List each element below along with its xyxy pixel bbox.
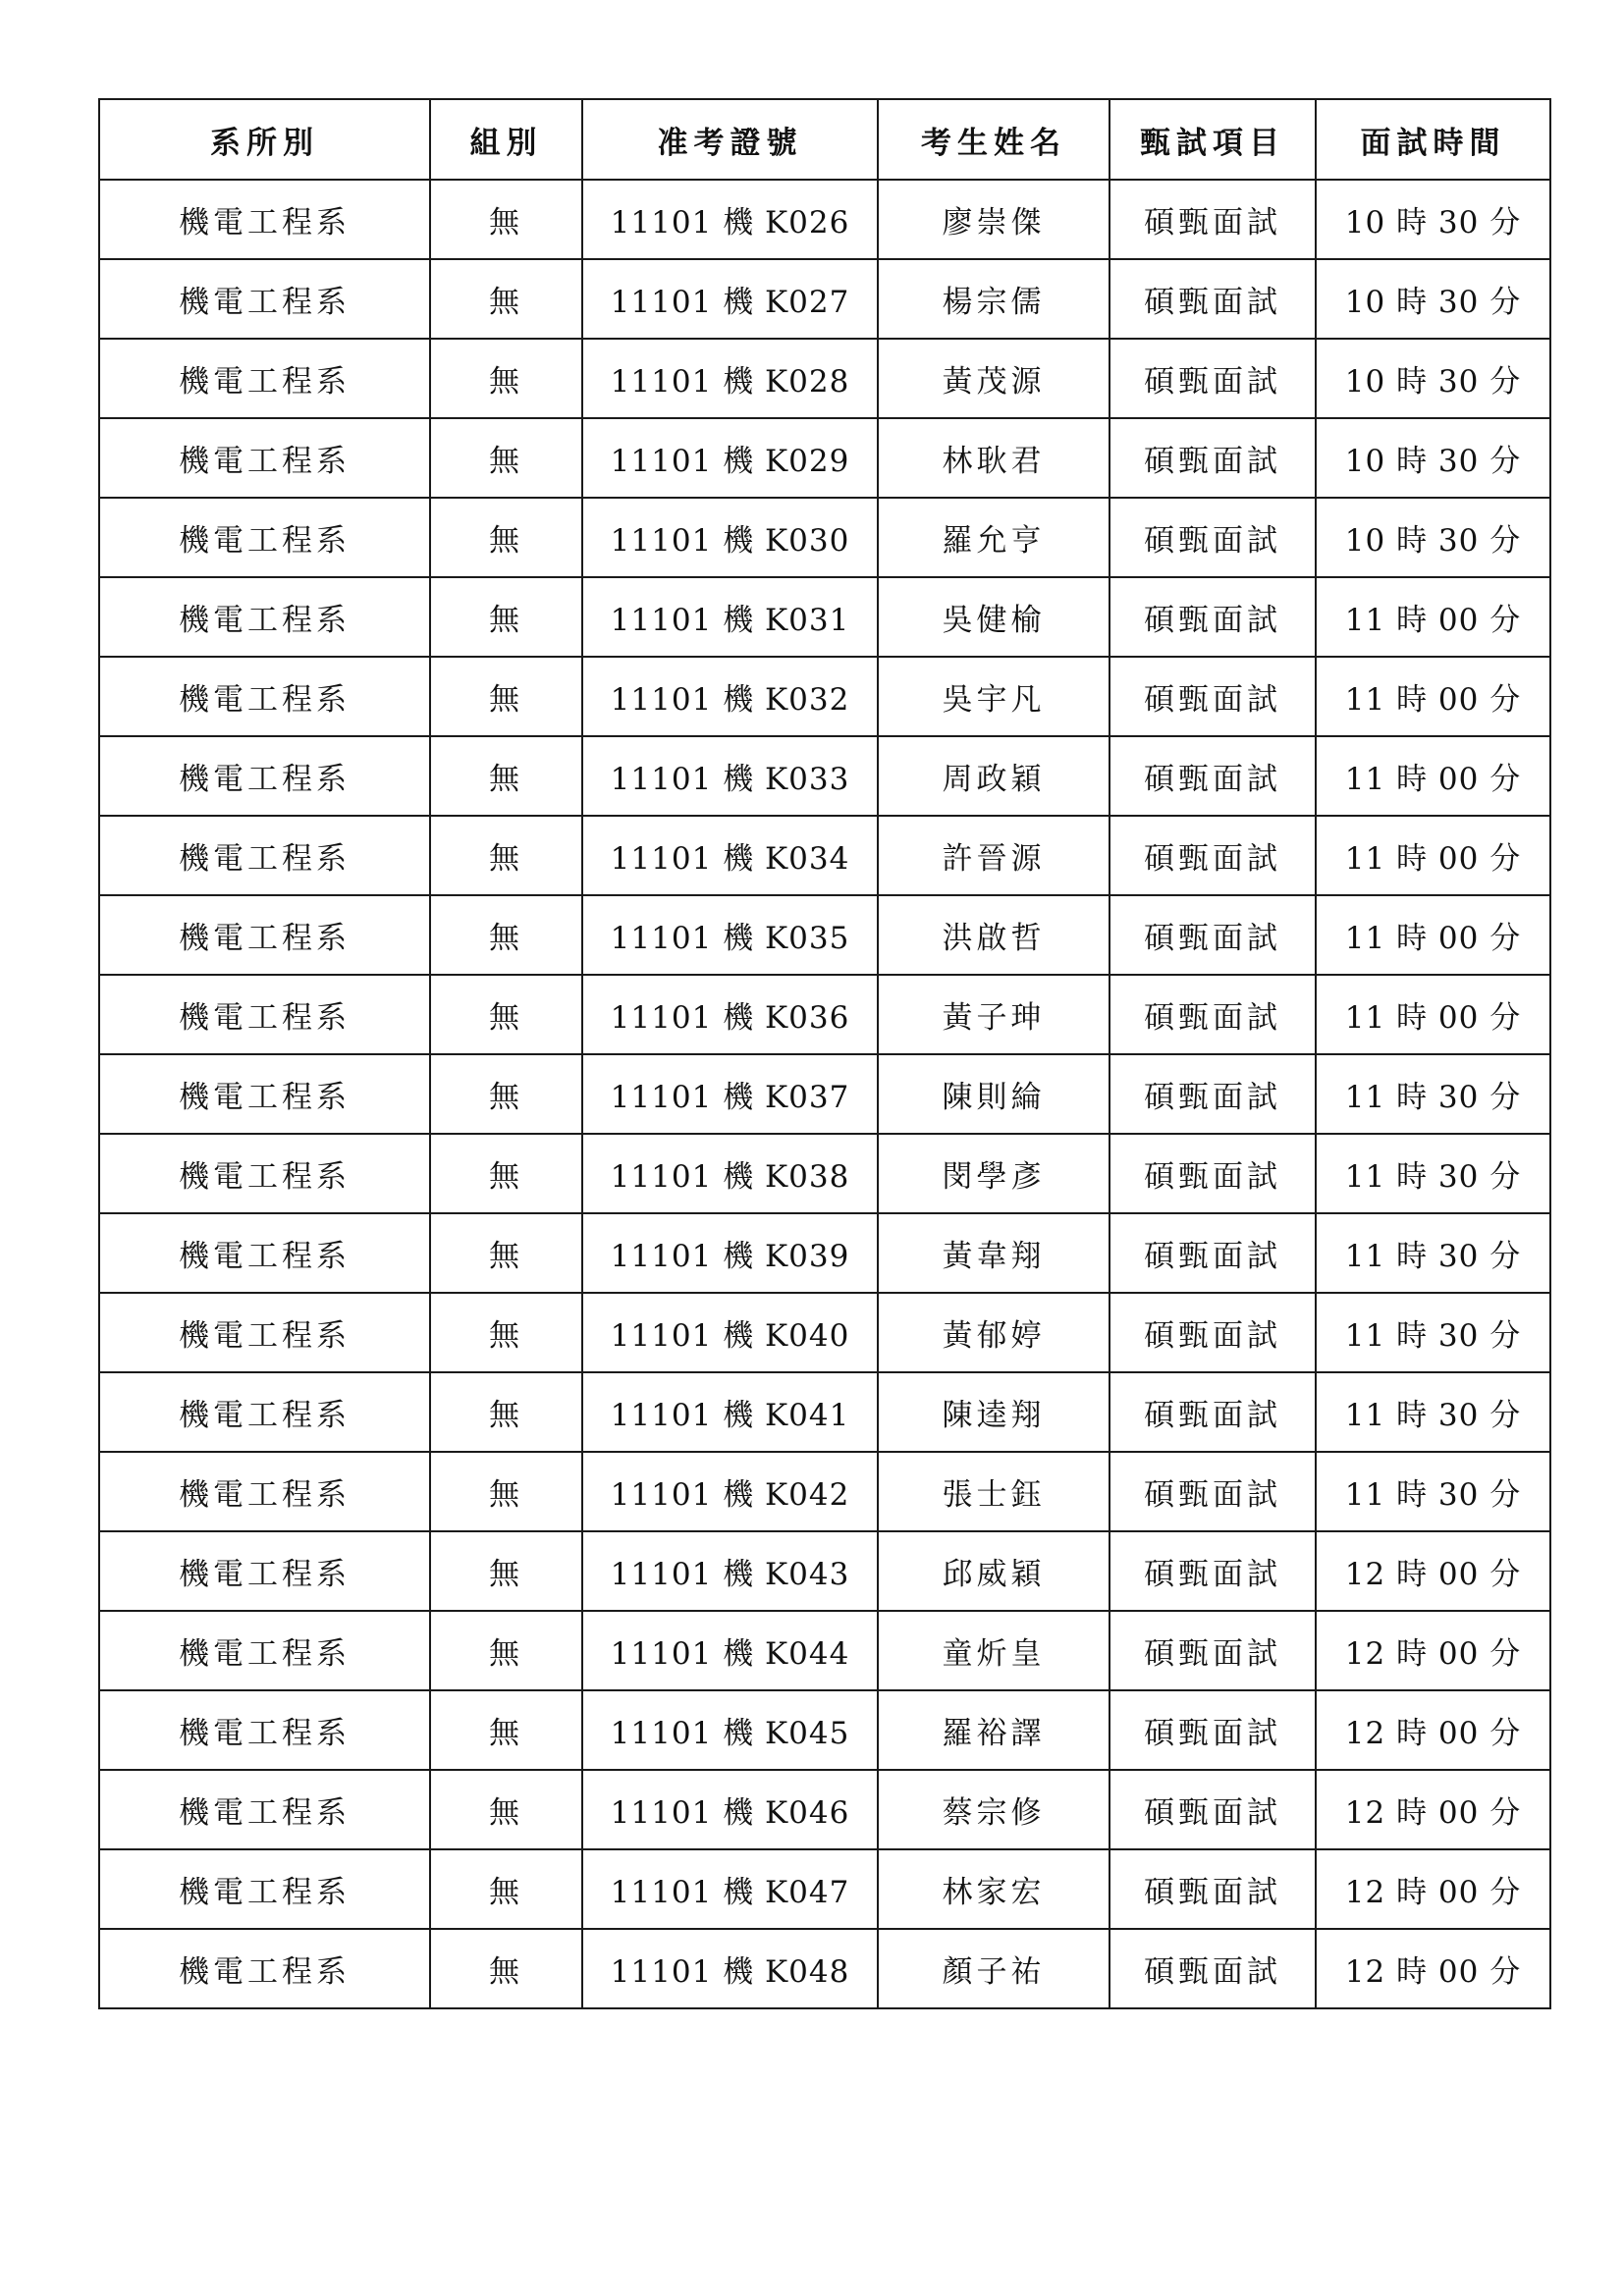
cell-group: 無 — [430, 1452, 582, 1531]
header-row — [99, 99, 1550, 180]
cell-candidate-name: 羅裕譯 — [878, 1690, 1110, 1770]
cell-group: 無 — [430, 1293, 582, 1372]
table-row — [99, 895, 1550, 975]
cell-exam-item: 碩甄面試 — [1110, 1690, 1316, 1770]
cell-candidate-name: 張士鈺 — [878, 1452, 1110, 1531]
cell-admission-number: 11101 機 K041 — [582, 1372, 878, 1452]
cell-department: 機電工程系 — [99, 259, 430, 339]
cell-candidate-name: 陳則綸 — [878, 1054, 1110, 1134]
cell-admission-number: 11101 機 K031 — [582, 577, 878, 657]
cell-candidate-name: 閔學彥 — [878, 1134, 1110, 1213]
cell-interview-time: 11 時 30 分 — [1316, 1452, 1550, 1531]
cell-department: 機電工程系 — [99, 816, 430, 895]
interview-schedule-table — [98, 98, 1551, 2009]
cell-admission-number: 11101 機 K037 — [582, 1054, 878, 1134]
cell-interview-time: 11 時 00 分 — [1316, 975, 1550, 1054]
cell-exam-item: 碩甄面試 — [1110, 1849, 1316, 1929]
cell-admission-number: 11101 機 K036 — [582, 975, 878, 1054]
cell-admission-number: 11101 機 K044 — [582, 1611, 878, 1690]
header-exam-item: 甄試項目 — [1110, 99, 1316, 180]
cell-group: 無 — [430, 339, 582, 418]
cell-exam-item: 碩甄面試 — [1110, 895, 1316, 975]
cell-admission-number: 11101 機 K042 — [582, 1452, 878, 1531]
cell-admission-number: 11101 機 K047 — [582, 1849, 878, 1929]
cell-department: 機電工程系 — [99, 895, 430, 975]
table-row — [99, 1293, 1550, 1372]
document-page — [98, 98, 1549, 2009]
cell-candidate-name: 蔡宗修 — [878, 1770, 1110, 1849]
cell-group: 無 — [430, 1054, 582, 1134]
cell-interview-time: 11 時 00 分 — [1316, 657, 1550, 736]
cell-department: 機電工程系 — [99, 577, 430, 657]
table-row — [99, 1213, 1550, 1293]
cell-exam-item: 碩甄面試 — [1110, 1611, 1316, 1690]
cell-admission-number: 11101 機 K027 — [582, 259, 878, 339]
cell-candidate-name: 廖崇傑 — [878, 180, 1110, 259]
cell-interview-time: 11 時 30 分 — [1316, 1134, 1550, 1213]
cell-admission-number: 11101 機 K038 — [582, 1134, 878, 1213]
table-body — [99, 180, 1550, 2008]
cell-candidate-name: 黃郁婷 — [878, 1293, 1110, 1372]
cell-exam-item: 碩甄面試 — [1110, 1531, 1316, 1611]
cell-group: 無 — [430, 1134, 582, 1213]
table-row — [99, 1134, 1550, 1213]
cell-department: 機電工程系 — [99, 1531, 430, 1611]
cell-interview-time: 12 時 00 分 — [1316, 1770, 1550, 1849]
cell-candidate-name: 林耿君 — [878, 418, 1110, 498]
cell-exam-item: 碩甄面試 — [1110, 1293, 1316, 1372]
cell-department: 機電工程系 — [99, 1054, 430, 1134]
cell-group: 無 — [430, 1213, 582, 1293]
cell-admission-number: 11101 機 K039 — [582, 1213, 878, 1293]
cell-exam-item: 碩甄面試 — [1110, 975, 1316, 1054]
cell-department: 機電工程系 — [99, 418, 430, 498]
cell-group: 無 — [430, 1690, 582, 1770]
cell-exam-item: 碩甄面試 — [1110, 259, 1316, 339]
cell-department: 機電工程系 — [99, 1770, 430, 1849]
header-candidate-name: 考生姓名 — [878, 99, 1110, 180]
cell-department: 機電工程系 — [99, 1690, 430, 1770]
cell-interview-time: 12 時 00 分 — [1316, 1531, 1550, 1611]
cell-interview-time: 10 時 30 分 — [1316, 180, 1550, 259]
cell-candidate-name: 顏子祐 — [878, 1929, 1110, 2008]
cell-admission-number: 11101 機 K032 — [582, 657, 878, 736]
cell-exam-item: 碩甄面試 — [1110, 657, 1316, 736]
cell-interview-time: 11 時 00 分 — [1316, 736, 1550, 816]
cell-department: 機電工程系 — [99, 1293, 430, 1372]
cell-admission-number: 11101 機 K035 — [582, 895, 878, 975]
cell-exam-item: 碩甄面試 — [1110, 1770, 1316, 1849]
cell-admission-number: 11101 機 K034 — [582, 816, 878, 895]
cell-candidate-name: 楊宗儒 — [878, 259, 1110, 339]
cell-admission-number: 11101 機 K030 — [582, 498, 878, 577]
cell-group: 無 — [430, 1611, 582, 1690]
cell-admission-number: 11101 機 K028 — [582, 339, 878, 418]
cell-candidate-name: 黃韋翔 — [878, 1213, 1110, 1293]
cell-group: 無 — [430, 1770, 582, 1849]
cell-group: 無 — [430, 1849, 582, 1929]
cell-interview-time: 12 時 00 分 — [1316, 1690, 1550, 1770]
cell-interview-time: 10 時 30 分 — [1316, 339, 1550, 418]
cell-group: 無 — [430, 259, 582, 339]
cell-department: 機電工程系 — [99, 1213, 430, 1293]
cell-exam-item: 碩甄面試 — [1110, 339, 1316, 418]
cell-candidate-name: 林家宏 — [878, 1849, 1110, 1929]
cell-admission-number: 11101 機 K029 — [582, 418, 878, 498]
cell-interview-time: 10 時 30 分 — [1316, 498, 1550, 577]
cell-admission-number: 11101 機 K048 — [582, 1929, 878, 2008]
table-row — [99, 816, 1550, 895]
cell-exam-item: 碩甄面試 — [1110, 1213, 1316, 1293]
cell-department: 機電工程系 — [99, 1929, 430, 2008]
table-header — [99, 99, 1550, 180]
cell-candidate-name: 黃子珅 — [878, 975, 1110, 1054]
cell-interview-time: 12 時 00 分 — [1316, 1611, 1550, 1690]
table-row — [99, 259, 1550, 339]
cell-admission-number: 11101 機 K026 — [582, 180, 878, 259]
cell-exam-item: 碩甄面試 — [1110, 577, 1316, 657]
cell-interview-time: 11 時 30 分 — [1316, 1213, 1550, 1293]
cell-group: 無 — [430, 1531, 582, 1611]
cell-interview-time: 12 時 00 分 — [1316, 1929, 1550, 2008]
cell-department: 機電工程系 — [99, 339, 430, 418]
cell-exam-item: 碩甄面試 — [1110, 418, 1316, 498]
cell-group: 無 — [430, 1372, 582, 1452]
cell-candidate-name: 童炘皇 — [878, 1611, 1110, 1690]
cell-candidate-name: 許晉源 — [878, 816, 1110, 895]
table-row — [99, 577, 1550, 657]
table-row — [99, 418, 1550, 498]
cell-department: 機電工程系 — [99, 180, 430, 259]
header-group: 組別 — [430, 99, 582, 180]
cell-interview-time: 11 時 00 分 — [1316, 816, 1550, 895]
cell-group: 無 — [430, 498, 582, 577]
cell-group: 無 — [430, 975, 582, 1054]
cell-candidate-name: 洪啟哲 — [878, 895, 1110, 975]
cell-admission-number: 11101 機 K046 — [582, 1770, 878, 1849]
cell-group: 無 — [430, 895, 582, 975]
cell-candidate-name: 吳宇凡 — [878, 657, 1110, 736]
cell-exam-item: 碩甄面試 — [1110, 1134, 1316, 1213]
cell-exam-item: 碩甄面試 — [1110, 736, 1316, 816]
table-row — [99, 1611, 1550, 1690]
cell-interview-time: 11 時 30 分 — [1316, 1372, 1550, 1452]
cell-admission-number: 11101 機 K040 — [582, 1293, 878, 1372]
cell-admission-number: 11101 機 K045 — [582, 1690, 878, 1770]
table-row — [99, 736, 1550, 816]
cell-group: 無 — [430, 816, 582, 895]
table-row — [99, 1770, 1550, 1849]
cell-department: 機電工程系 — [99, 1452, 430, 1531]
cell-department: 機電工程系 — [99, 498, 430, 577]
cell-group: 無 — [430, 180, 582, 259]
cell-interview-time: 12 時 00 分 — [1316, 1849, 1550, 1929]
cell-interview-time: 11 時 00 分 — [1316, 577, 1550, 657]
header-admission-number: 准考證號 — [582, 99, 878, 180]
cell-group: 無 — [430, 657, 582, 736]
cell-candidate-name: 陳逵翔 — [878, 1372, 1110, 1452]
table-row — [99, 498, 1550, 577]
table-row — [99, 1690, 1550, 1770]
cell-candidate-name: 吳健榆 — [878, 577, 1110, 657]
table-row — [99, 1849, 1550, 1929]
table-row — [99, 1929, 1550, 2008]
table-row — [99, 657, 1550, 736]
cell-department: 機電工程系 — [99, 1134, 430, 1213]
cell-department: 機電工程系 — [99, 1849, 430, 1929]
cell-candidate-name: 黃茂源 — [878, 339, 1110, 418]
table-row — [99, 1531, 1550, 1611]
cell-interview-time: 11 時 30 分 — [1316, 1054, 1550, 1134]
cell-exam-item: 碩甄面試 — [1110, 1929, 1316, 2008]
table-row — [99, 180, 1550, 259]
cell-group: 無 — [430, 1929, 582, 2008]
table-row — [99, 339, 1550, 418]
cell-group: 無 — [430, 577, 582, 657]
table-row — [99, 1452, 1550, 1531]
header-interview-time: 面試時間 — [1316, 99, 1550, 180]
cell-exam-item: 碩甄面試 — [1110, 1452, 1316, 1531]
table-row — [99, 1054, 1550, 1134]
header-department: 系所別 — [99, 99, 430, 180]
table-row — [99, 975, 1550, 1054]
cell-candidate-name: 邱威穎 — [878, 1531, 1110, 1611]
cell-exam-item: 碩甄面試 — [1110, 180, 1316, 259]
cell-interview-time: 10 時 30 分 — [1316, 259, 1550, 339]
cell-interview-time: 10 時 30 分 — [1316, 418, 1550, 498]
cell-interview-time: 11 時 30 分 — [1316, 1293, 1550, 1372]
cell-candidate-name: 羅允亨 — [878, 498, 1110, 577]
cell-admission-number: 11101 機 K033 — [582, 736, 878, 816]
cell-candidate-name: 周政穎 — [878, 736, 1110, 816]
cell-exam-item: 碩甄面試 — [1110, 1054, 1316, 1134]
cell-group: 無 — [430, 418, 582, 498]
table-row — [99, 1372, 1550, 1452]
cell-interview-time: 11 時 00 分 — [1316, 895, 1550, 975]
cell-group: 無 — [430, 736, 582, 816]
cell-department: 機電工程系 — [99, 1372, 430, 1452]
cell-department: 機電工程系 — [99, 1611, 430, 1690]
cell-exam-item: 碩甄面試 — [1110, 816, 1316, 895]
cell-department: 機電工程系 — [99, 657, 430, 736]
cell-exam-item: 碩甄面試 — [1110, 1372, 1316, 1452]
cell-department: 機電工程系 — [99, 975, 430, 1054]
cell-admission-number: 11101 機 K043 — [582, 1531, 878, 1611]
cell-exam-item: 碩甄面試 — [1110, 498, 1316, 577]
cell-department: 機電工程系 — [99, 736, 430, 816]
